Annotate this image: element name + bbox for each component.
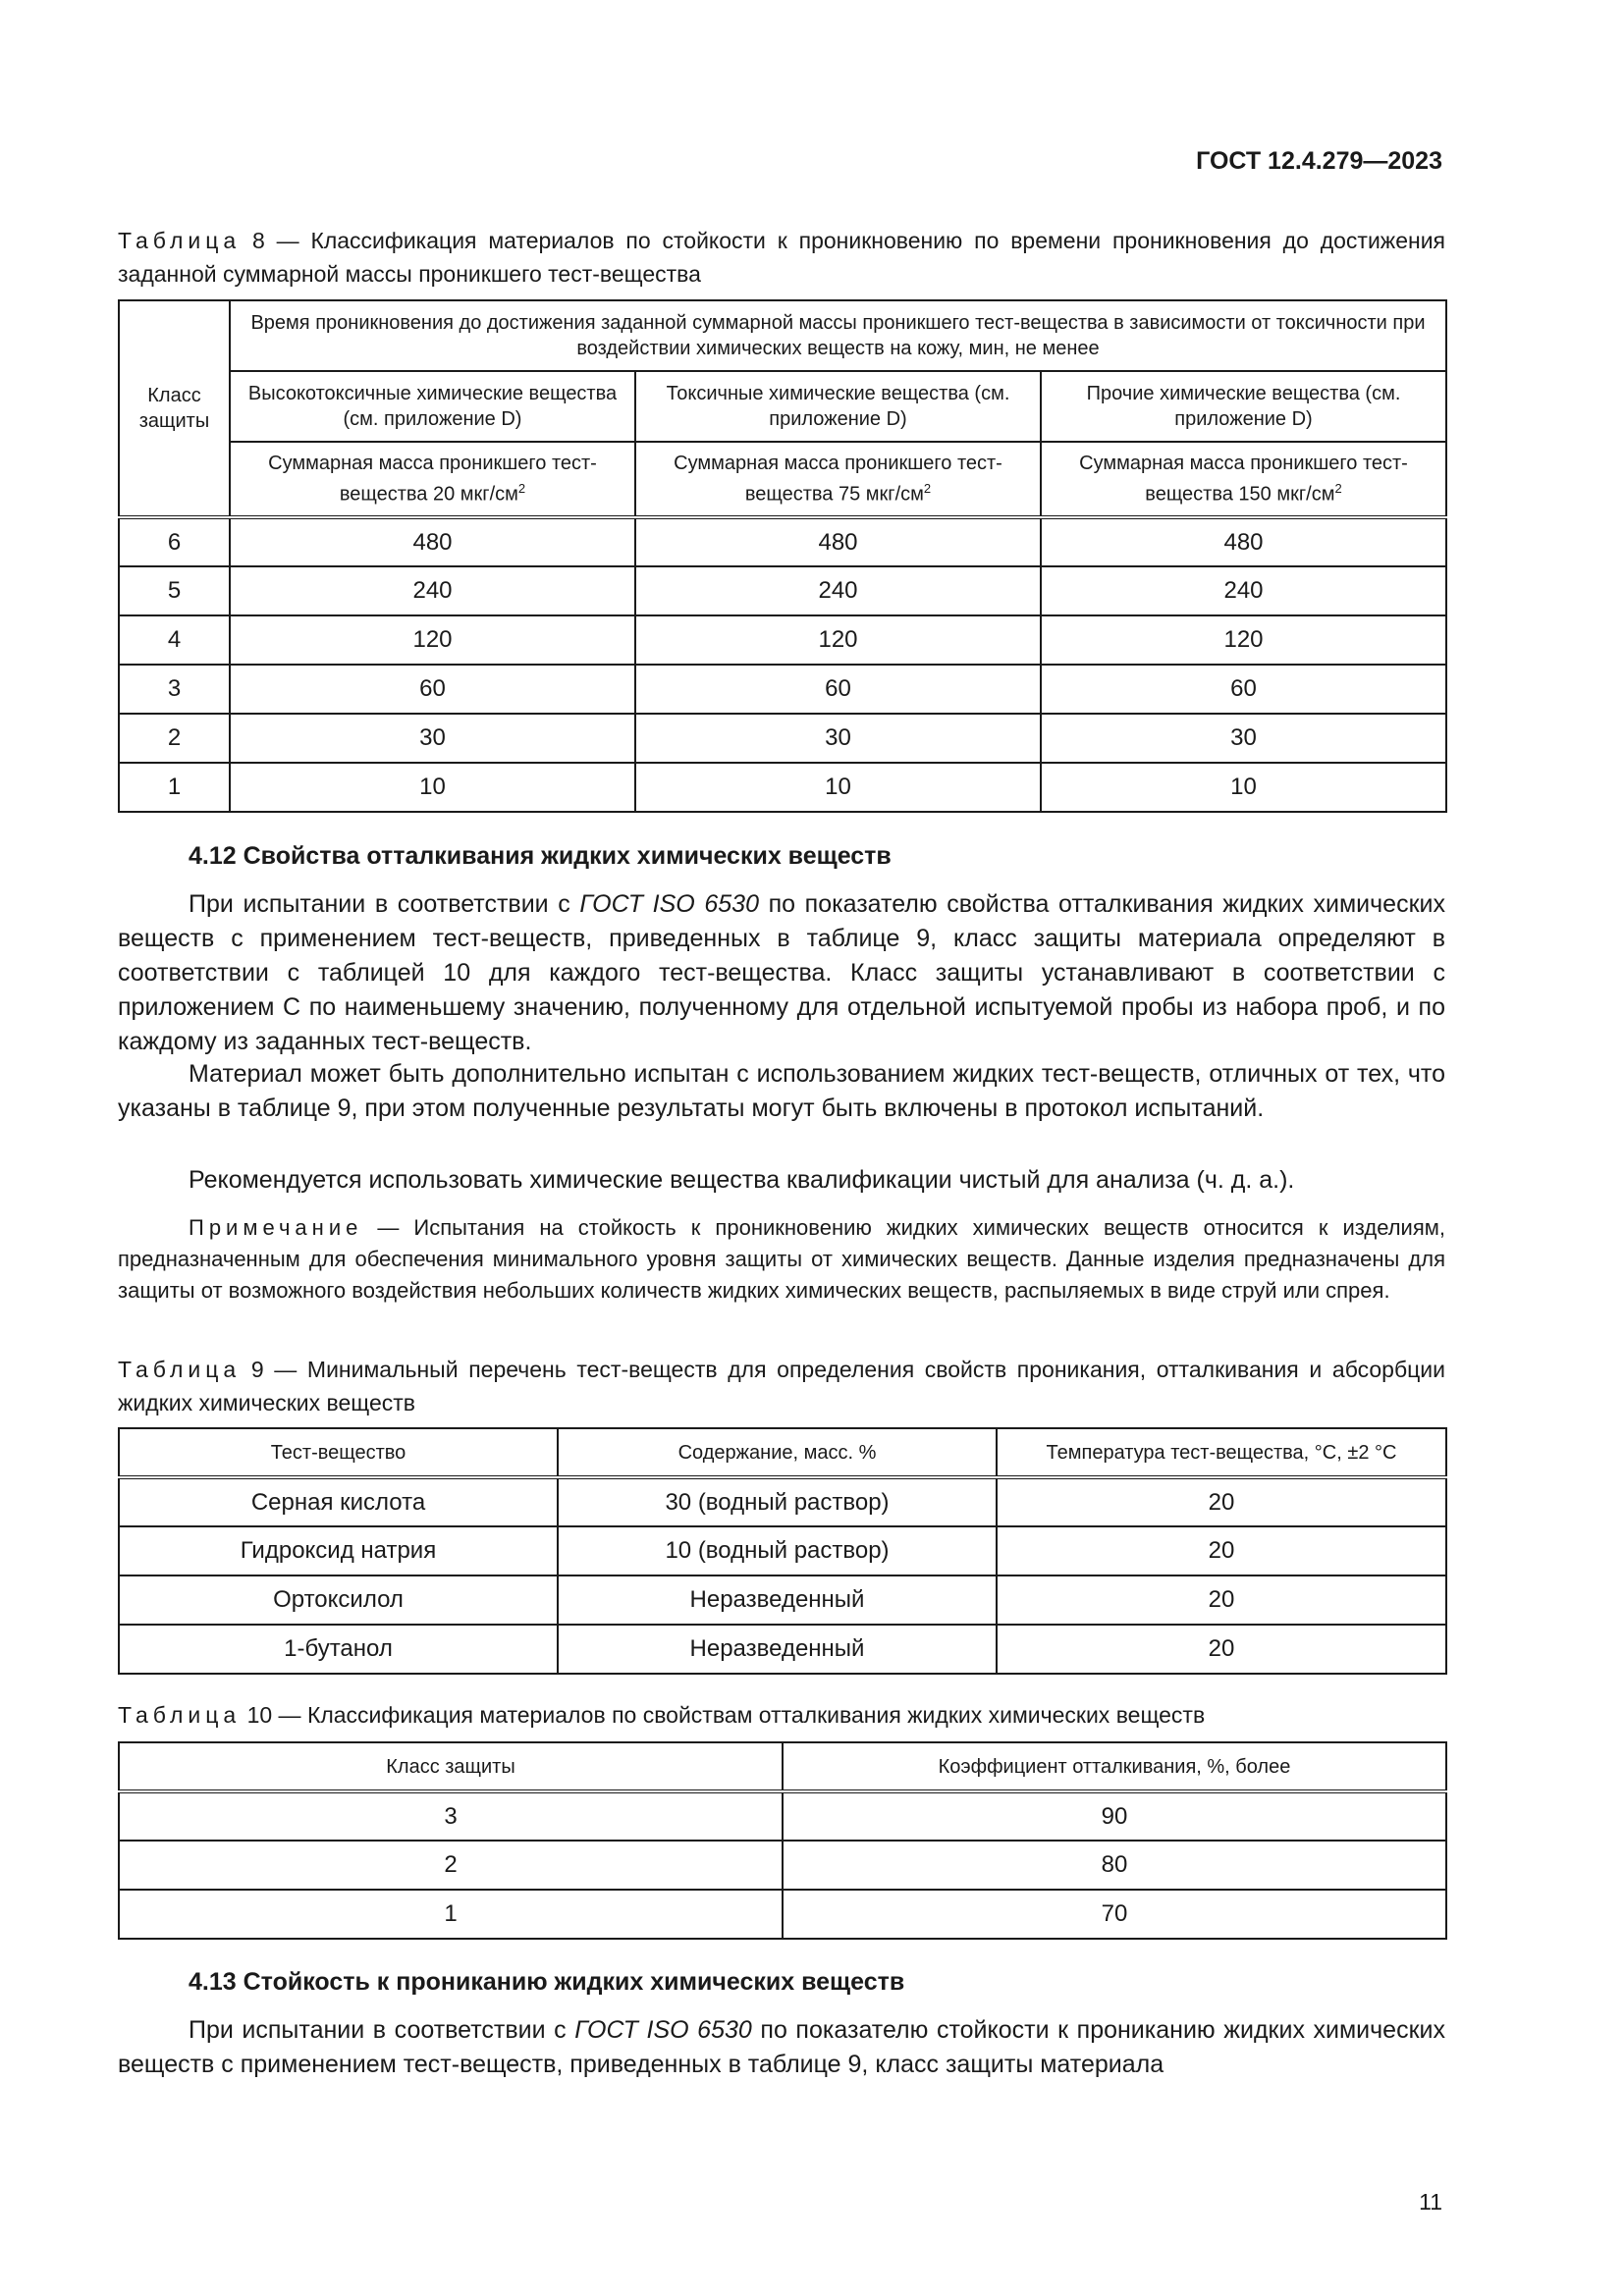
table-row <box>119 1575 1446 1625</box>
table10-header: Класс защиты <box>119 1742 783 1791</box>
table8-col-class: Класс защиты <box>119 300 230 517</box>
table9-cell: 20 <box>997 1625 1446 1674</box>
p1-reference: ГОСТ ISO 6530 <box>579 890 759 918</box>
table9-cell: 20 <box>997 1526 1446 1575</box>
table8-group-1: Высокотоксичные химические вещества (см. приложение D) <box>230 371 635 442</box>
table8-group-3: Прочие химические вещества (см. приложение D) <box>1041 371 1446 442</box>
p1-text-a: При испытании в соответствии с <box>189 890 580 918</box>
table-row <box>119 517 1446 566</box>
table8-caption <box>118 224 1445 291</box>
table8-caption-label: Таблица <box>118 228 242 253</box>
table9-cell: Неразведенный <box>558 1625 997 1674</box>
table8-mass-3-sup: 2 <box>1334 481 1342 497</box>
table8-mass-3 <box>1041 442 1446 517</box>
table9-caption <box>118 1353 1445 1419</box>
table10-cell: 2 <box>119 1841 783 1890</box>
table10-header: Коэффициент отталкивания, %, более <box>783 1742 1446 1791</box>
table8-mass-2-sup: 2 <box>923 481 932 497</box>
table8-mass-2-text: Суммарная масса проникшего тест-вещества 75 мкг/см <box>674 453 1002 506</box>
section-4-12-heading: 4.12 Свойства отталкивания жидких химических веществ <box>189 842 892 870</box>
table8-cell: 2 <box>119 714 230 763</box>
table10-cell: 1 <box>119 1890 783 1939</box>
table-row <box>119 1890 1446 1939</box>
table-row <box>119 763 1446 812</box>
table8-cell: 120 <box>635 615 1041 665</box>
table8-cell: 480 <box>1041 517 1446 566</box>
table8-caption-text: 8 — Классификация материалов по стойкости к проникновению по времени проникновения до достижения заданной суммарной массы проникшего тест-вещества <box>118 228 1445 287</box>
table-row <box>119 1625 1446 1674</box>
table10-caption-label: Таблица <box>118 1702 242 1728</box>
table9-caption-label: Таблица <box>118 1357 242 1382</box>
table10-cell: 80 <box>783 1841 1446 1890</box>
table8-cell: 240 <box>1041 566 1446 615</box>
table8-mass-1-sup: 2 <box>517 481 526 497</box>
table8-cell: 60 <box>230 665 635 714</box>
table8-mass-1 <box>230 442 635 517</box>
section-4-12-paragraph-3 <box>118 1163 1445 1198</box>
table8-mass-2 <box>635 442 1041 517</box>
table8-cell: 480 <box>230 517 635 566</box>
standard-number: ГОСТ 12.4.279—2023 <box>1196 147 1442 175</box>
table8-mass-1-text: Суммарная масса проникшего тест-вещества 20 мкг/см <box>268 453 597 506</box>
table8-cell: 240 <box>635 566 1041 615</box>
table-row <box>119 1477 1446 1526</box>
table-row <box>119 714 1446 763</box>
table8-cell: 30 <box>635 714 1041 763</box>
table8-cell: 10 <box>635 763 1041 812</box>
table8-cell: 4 <box>119 615 230 665</box>
table8-cell: 1 <box>119 763 230 812</box>
table8-cell: 10 <box>230 763 635 812</box>
s413-text-a: При испытании в соответствии с <box>189 2016 575 2044</box>
note-label: Примечание <box>189 1215 363 1240</box>
s413-text-b: по показателю стойкости к прониканию жидких химических веществ с применением тест-веществ, приведенных в таблице 9, класс защиты материала <box>118 2016 1445 2078</box>
table8-top-header: Время проникновения до достижения заданной суммарной массы проникшего тест-вещества в зависимости от токсичности при воздействии химических веществ на кожу, мин, не менее <box>230 300 1446 371</box>
table10-cell: 70 <box>783 1890 1446 1939</box>
table10-caption-text: 10 — Классификация материалов по свойствам отталкивания жидких химических веществ <box>241 1702 1206 1728</box>
table8-cell: 60 <box>635 665 1041 714</box>
table-row <box>119 615 1446 665</box>
table8-cell: 120 <box>230 615 635 665</box>
table-row <box>119 1526 1446 1575</box>
table9-caption-text: 9 — Минимальный перечень тест-веществ для определения свойств проникания, отталкивания и абсорбции жидких химических веществ <box>118 1357 1445 1415</box>
table10-caption <box>118 1698 1445 1732</box>
table8-cell: 120 <box>1041 615 1446 665</box>
p3-text: Рекомендуется использовать химические вещества квалификации чистый для анализа (ч. д. а.). <box>189 1166 1295 1194</box>
table9-cell: 1-бутанол <box>119 1625 558 1674</box>
table8-group-2: Токсичные химические вещества (см. приложение D) <box>635 371 1041 442</box>
table9-cell: Неразведенный <box>558 1575 997 1625</box>
table9-header: Температура тест-вещества, °С, ±2 °С <box>997 1428 1446 1477</box>
p1-text-b: по показателю свойства отталкивания жидких химических веществ с применением тест-веществ, приведенных в таблице 9, класс защиты материала определяют в соответствии с таблицей 10 для каждого тест-вещества. Класс защиты устанавливают в соответствии с приложением С по наименьшему значению, полученному для отдельной испытуемой пробы из набора проб, и по каждому из заданных тест-веществ. <box>118 890 1445 1055</box>
table10-cell: 90 <box>783 1791 1446 1841</box>
note-block <box>118 1212 1445 1307</box>
table-row <box>119 665 1446 714</box>
table8-cell: 240 <box>230 566 635 615</box>
table8-cell: 5 <box>119 566 230 615</box>
table8-cell: 30 <box>230 714 635 763</box>
table8-cell: 480 <box>635 517 1041 566</box>
section-4-13-heading: 4.13 Стойкость к прониканию жидких химических веществ <box>189 1968 905 1996</box>
table10-cell: 3 <box>119 1791 783 1841</box>
table9-cell: Серная кислота <box>119 1477 558 1526</box>
s413-reference: ГОСТ ISO 6530 <box>574 2016 752 2044</box>
table9-cell: 30 (водный раствор) <box>558 1477 997 1526</box>
table8-cell: 6 <box>119 517 230 566</box>
table9-cell: 20 <box>997 1477 1446 1526</box>
table9-cell: Гидроксид натрия <box>119 1526 558 1575</box>
table8-mass-3-text: Суммарная масса проникшего тест-вещества 150 мкг/см <box>1079 453 1408 506</box>
section-4-13-paragraph-1 <box>118 2013 1445 2082</box>
table-row <box>119 566 1446 615</box>
table8 <box>118 299 1447 813</box>
table8-cell: 3 <box>119 665 230 714</box>
table10 <box>118 1741 1447 1940</box>
section-4-12-paragraph-1 <box>118 887 1445 1059</box>
table9-header: Тест-вещество <box>119 1428 558 1477</box>
table9-cell: Ортоксилол <box>119 1575 558 1625</box>
table8-cell: 10 <box>1041 763 1446 812</box>
p2-text: Материал может быть дополнительно испытан с использованием жидких тест-веществ, отличных от тех, что указаны в таблице 9, при этом полученные результаты могут быть включены в протокол испытаний. <box>118 1060 1445 1122</box>
table9-cell: 10 (водный раствор) <box>558 1526 997 1575</box>
table9-header: Содержание, масс. % <box>558 1428 997 1477</box>
table-row <box>119 1841 1446 1890</box>
table-row <box>119 1791 1446 1841</box>
section-4-12-paragraph-2 <box>118 1057 1445 1126</box>
table8-cell: 60 <box>1041 665 1446 714</box>
table9 <box>118 1427 1447 1675</box>
table8-cell: 30 <box>1041 714 1446 763</box>
table9-cell: 20 <box>997 1575 1446 1625</box>
page-number: 11 <box>1419 2189 1442 2215</box>
note-text: — Испытания на стойкость к проникновению жидких химических веществ относится к изделиям, предназначенным для обеспечения минимального уровня защиты от химических веществ. Данные изделия предназначены для защиты от возможного воздействия небольших количеств жидких химических веществ, распыляемых в виде струй или спрея. <box>118 1215 1445 1303</box>
